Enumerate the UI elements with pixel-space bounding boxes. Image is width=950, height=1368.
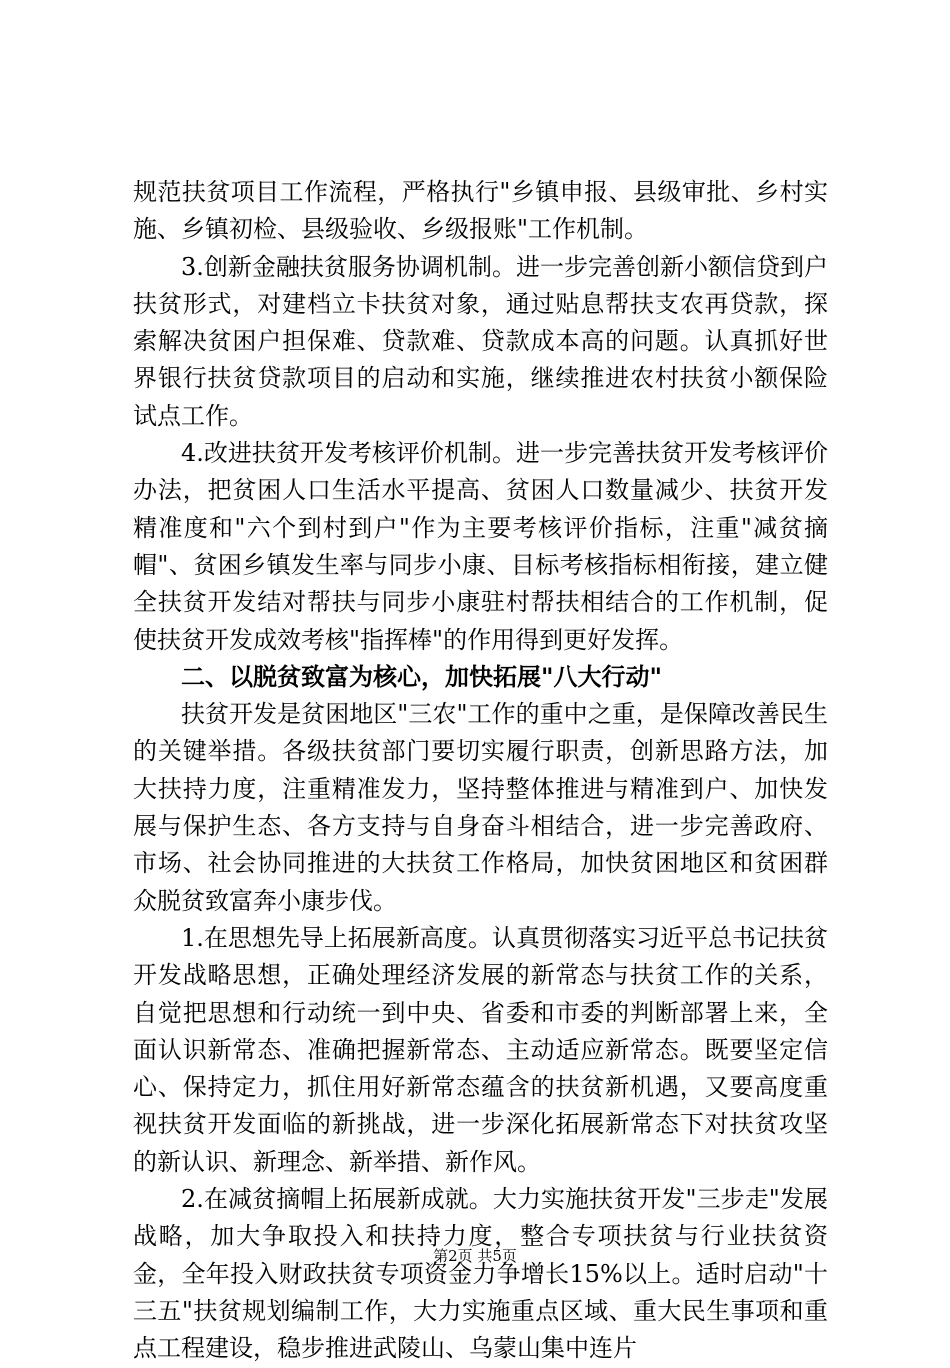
page-footer: 第2页 共5页 (433, 1247, 517, 1265)
paragraph-intro: 扶贫开发是贫困地区"三农"工作的重中之重，是保障改善民生的关键举措。各级扶贫部门要切实履行职责，创新思路方法，加大扶持力度，注重精准发力，坚持整体推进与精准到户、加快发展与保护生态、各方支持与自身奋斗相结合，进一步完善政府、市场、社会协同推进的大扶贫工作格局，加快贫困地区和贫困群众脱贫致富奔小康步伐。 (133, 700, 828, 915)
paragraph-item-3: 3.创新金融扶贫服务协调机制。进一步完善创新小额信贷到户扶贫形式，对建档立卡扶贫对象，通过贴息帮扶支农再贷款，探索解决贫困户担保难、贷款难、贷款成本高的问题。认真抓好世界银行扶贫贷款项目的启动和实施，继续推进农村扶贫小额保险试点工作。 (133, 252, 828, 430)
paragraph-continuation: 规范扶贫项目工作流程，严格执行"乡镇申报、县级审批、乡村实施、乡镇初检、县级验收、乡级报账"工作机制。 (133, 178, 828, 244)
paragraph-item-2: 2.在减贫摘帽上拓展新成就。大力实施扶贫开发"三步走"发展战略，加大争取投入和扶持力度，整合专项扶贫与行业扶贫资金，全年投入财政扶贫专项资金力争增长15%以上。适时启动"十三五"扶贫规划编制工作，大力实施重点区域、重大民生事项和重点工程建设，稳步推进武陵山、乌蒙山集中连片 (133, 1185, 828, 1363)
section-heading: 二、以脱贫致富为核心，加快拓展"八大行动" (181, 662, 663, 691)
paragraph-item-1: 1.在思想先导上拓展新高度。认真贯彻落实习近平总书记扶贫开发战略思想，正确处理经济发展的新常态与扶贫工作的关系，自觉把思想和行动统一到中央、省委和市委的判断部署上来，全面认识新常态、准确把握新常态、主动适应新常态。既要坚定信心、保持定力，抓住用好新常态蕴含的扶贫新机遇，又要高度重视扶贫开发面临的新挑战，进一步深化拓展新常态下对扶贫攻坚的新认识、新理念、新举措、新作风。 (133, 923, 828, 1176)
document-body (133, 174, 828, 1368)
paragraph-item-4: 4.改进扶贫开发考核评价机制。进一步完善扶贫开发考核评价办法，把贫困人口生活水平提高、贫困人口数量减少、扶贫开发精准度和"六个到村到户"作为主要考核评价指标，注重"减贫摘帽"、贫困乡镇发生率与同步小康、目标考核指标相衔接，建立健全扶贫开发结对帮扶与同步小康驻村帮扶相结合的工作机制，促使扶贫开发成效考核"指挥棒"的作用得到更好发挥。 (133, 439, 828, 654)
